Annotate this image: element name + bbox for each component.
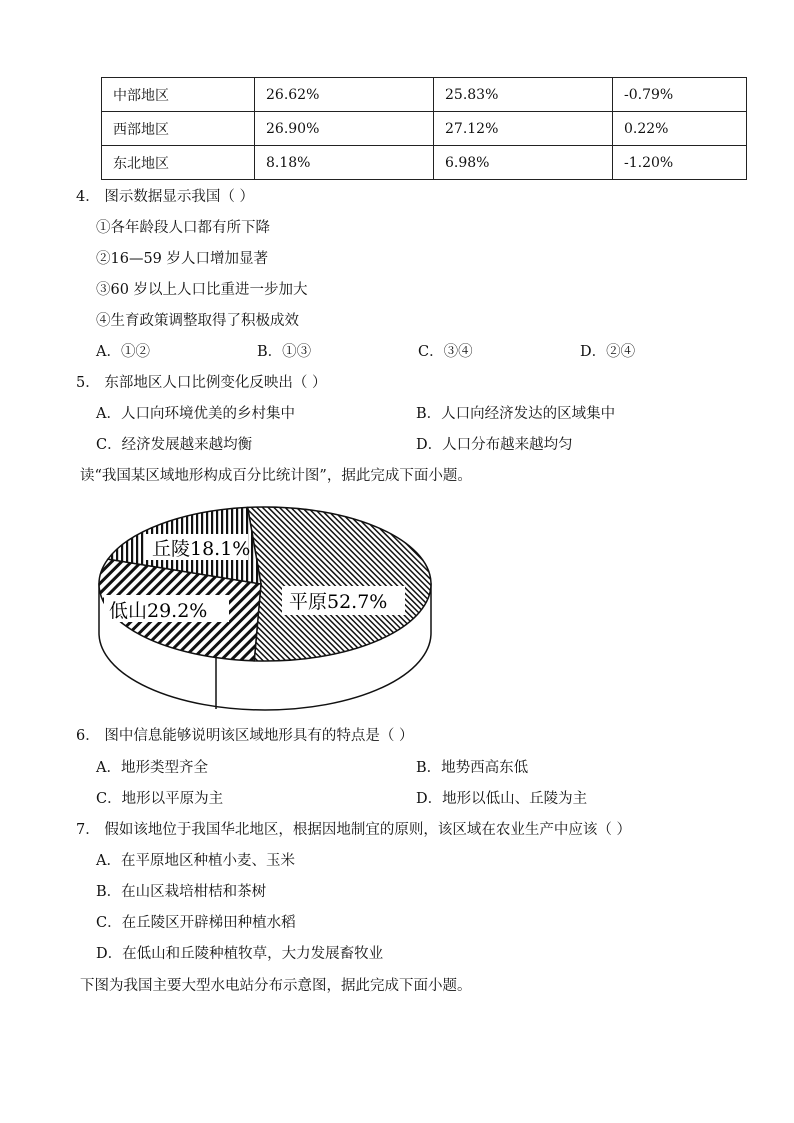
table-row [102,112,747,146]
question-4-option-b: B．①③ [257,344,312,360]
question-5-option-a: A．人口向环境优美的乡村集中 [96,406,295,422]
table-cell: -0.79% [613,78,747,112]
slice-label-hill: 丘陵18.1% [152,538,251,560]
table-row [102,146,747,180]
table-cell: 8.18% [255,146,434,180]
table-cell: 东北地区 [102,146,255,180]
table-cell: 26.90% [255,112,434,146]
map-intro-text: 下图为我国主要大型水电站分布示意图，据此完成下面小题。 [80,978,472,994]
table-cell: 中部地区 [102,78,255,112]
table-cell: -1.20% [613,146,747,180]
table-row [102,78,747,112]
question-4-option-c: C．③④ [418,344,473,360]
slice-label-low-mountain: 低山29.2% [109,600,208,622]
question-7-option-d: D．在低山和丘陵种植牧草，大力发展畜牧业 [96,946,384,962]
question-6-stem: 6． 图中信息能够说明该区域地形具有的特点是（ ） [76,728,414,744]
question-6-option-b: B．地势西高东低 [416,760,529,776]
question-7-option-c: C．在丘陵区开辟梯田种植水稻 [96,915,296,931]
question-5-option-d: D．人口分布越来越均匀 [416,437,573,453]
question-5-option-c: C．经济发展越来越均衡 [96,437,253,453]
question-7-option-a: A．在平原地区种植小麦、玉米 [96,853,295,869]
chart-intro-text: 读“我国某区域地形构成百分比统计图”，据此完成下面小题。 [80,468,472,484]
question-4-item: ②16—59 岁人口增加显著 [96,251,269,267]
table-cell: 25.83% [434,78,613,112]
question-4-option-a: A．①② [96,344,150,360]
question-6-option-a: A．地形类型齐全 [96,760,208,776]
slice-label-plain: 平原52.7% [289,591,388,613]
question-4-item: ③60 岁以上人口比重进一步加大 [96,282,308,298]
question-7-option-b: B．在山区栽培柑桔和茶树 [96,884,267,900]
question-4-option-d: D．②④ [580,344,636,360]
question-6-option-d: D．地形以低山、丘陵为主 [416,791,588,807]
table-cell: 26.62% [255,78,434,112]
question-4-item: ①各年龄段人口都有所下降 [96,220,270,236]
terrain-pie-chart [96,506,436,712]
population-table [101,77,747,180]
question-4-item: ④生育政策调整取得了积极成效 [96,313,299,329]
question-4-stem: 4． 图示数据显示我国（ ） [76,189,254,205]
question-6-option-c: C．地形以平原为主 [96,791,224,807]
table-cell: 6.98% [434,146,613,180]
question-5-stem: 5． 东部地区人口比例变化反映出（ ） [76,375,327,391]
table-cell: 西部地区 [102,112,255,146]
table-cell: 27.12% [434,112,613,146]
table-cell: 0.22% [613,112,747,146]
question-7-stem: 7． 假如该地位于我国华北地区，根据因地制宜的原则，该区域在农业生产中应该（ ） [76,822,631,838]
question-5-option-b: B．人口向经济发达的区域集中 [416,406,616,422]
